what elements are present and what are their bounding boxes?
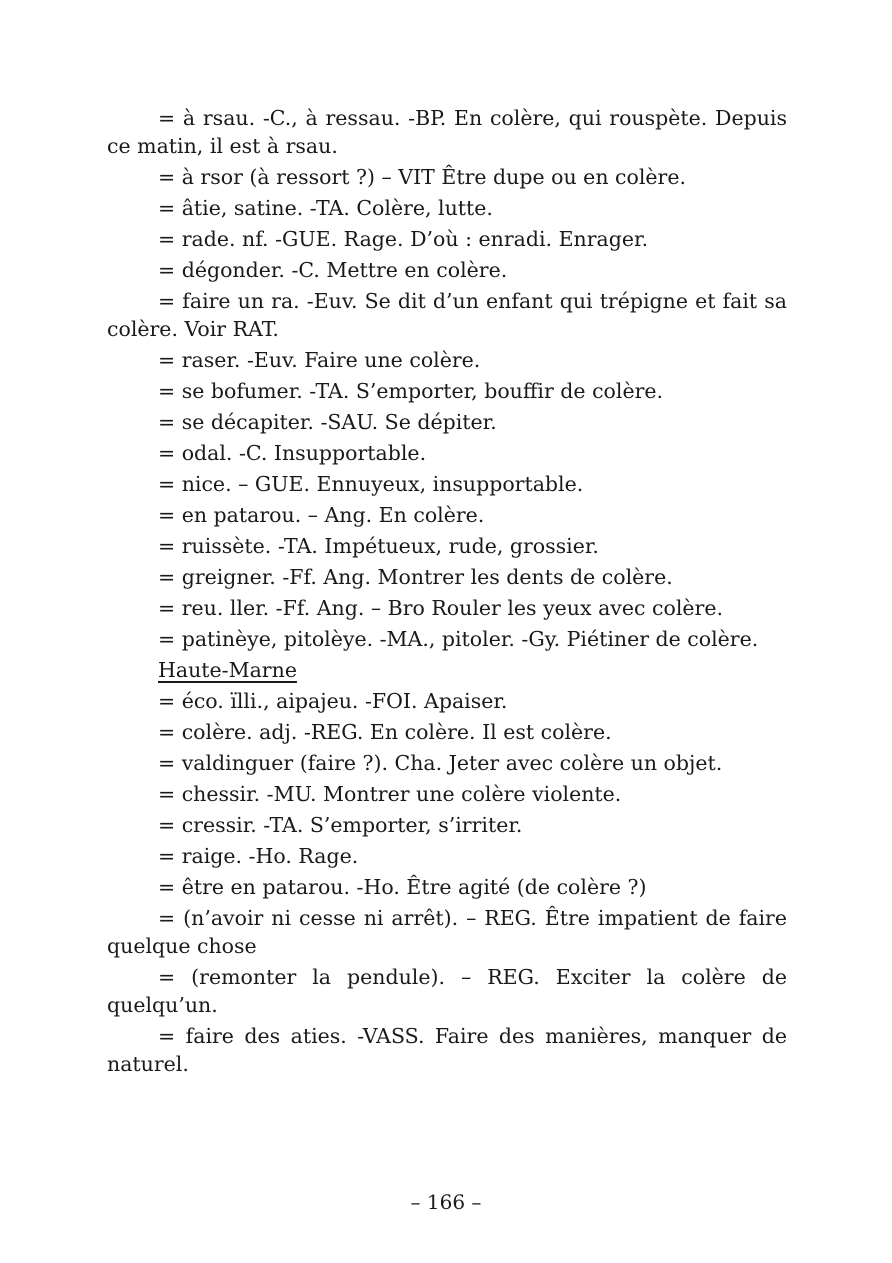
entry-se-decapiter: = se décapiter. -SAU. Se dépiter. [158, 410, 497, 434]
entry-greigner: = greigner. -Ff. Ang. Montrer les dents de colère. [158, 565, 673, 589]
entry-chessir: = chessir. -MU. Montrer une colère violente. [158, 782, 622, 806]
entry-a-rsau: = à rsau. -C., à ressau. -BP. En colère, qui rouspète. Depuis ce matin, il est à rsau. [107, 106, 787, 158]
section-heading [107, 656, 787, 684]
entry-remonter-la-pendule: = (remonter la pendule). – REG. Exciter la colère de quelqu’un. [107, 965, 787, 1017]
entry-atie: = âtie, satine. -TA. Colère, lutte. [158, 196, 493, 220]
entry-ruissete: = ruissète. -TA. Impétueux, rude, grossier. [158, 534, 599, 558]
section-heading-text: Haute-Marne [158, 658, 297, 682]
entry-patineye: = patinèye, pitolèye. -MA., pitoler. -Gy. Piétiner de colère. [158, 627, 759, 651]
entry-colere: = colère. adj. -REG. En colère. Il est colère. [158, 720, 612, 744]
entry-faire-des-aties: = faire des aties. -VASS. Faire des manières, manquer de naturel. [107, 1024, 787, 1076]
entry-valdinguer: = valdinguer (faire ?). Cha. Jeter avec colère un objet. [158, 751, 723, 775]
entry-rade: = rade. nf. -GUE. Rage. D’où : enradi. Enrager. [158, 227, 649, 251]
entry-nice: = nice. – GUE. Ennuyeux, insupportable. [158, 472, 584, 496]
entry-odal: = odal. -C. Insupportable. [158, 441, 427, 465]
entry-raser: = raser. -Euv. Faire une colère. [158, 348, 481, 372]
entry-navoir-ni-cesse: = (n’avoir ni cesse ni arrêt). – REG. Être impatient de faire quelque chose [107, 906, 787, 958]
entry-eco-illi: = éco. ïlli., aipajeu. -FOI. Apaiser. [158, 689, 508, 713]
entry-se-bofumer: = se bofumer. -TA. S’emporter, bouffir de colère. [158, 379, 664, 403]
entry-reuller: = reu. ller. -Ff. Ang. – Bro Rouler les yeux avec colère. [158, 596, 723, 620]
page-number: – 166 – [410, 1190, 482, 1214]
entry-raige: = raige. -Ho. Rage. [158, 844, 359, 868]
entry-faire-un-ra: = faire un ra. -Euv. Se dit d’un enfant qui trépigne et fait sa colère. Voir RAT. [107, 289, 787, 341]
entry-etre-en-patarou: = être en patarou. -Ho. Être agité (de colère ?) [158, 875, 647, 899]
page-body [107, 104, 787, 1081]
entry-degonder: = dégonder. -C. Mettre en colère. [158, 258, 508, 282]
entry-a-rsor: = à rsor (à ressort ?) – VIT Être dupe ou en colère. [158, 165, 686, 189]
entry-cressir: = cressir. -TA. S’emporter, s’irriter. [158, 813, 523, 837]
entry-en-patarou: = en patarou. – Ang. En colère. [158, 503, 485, 527]
